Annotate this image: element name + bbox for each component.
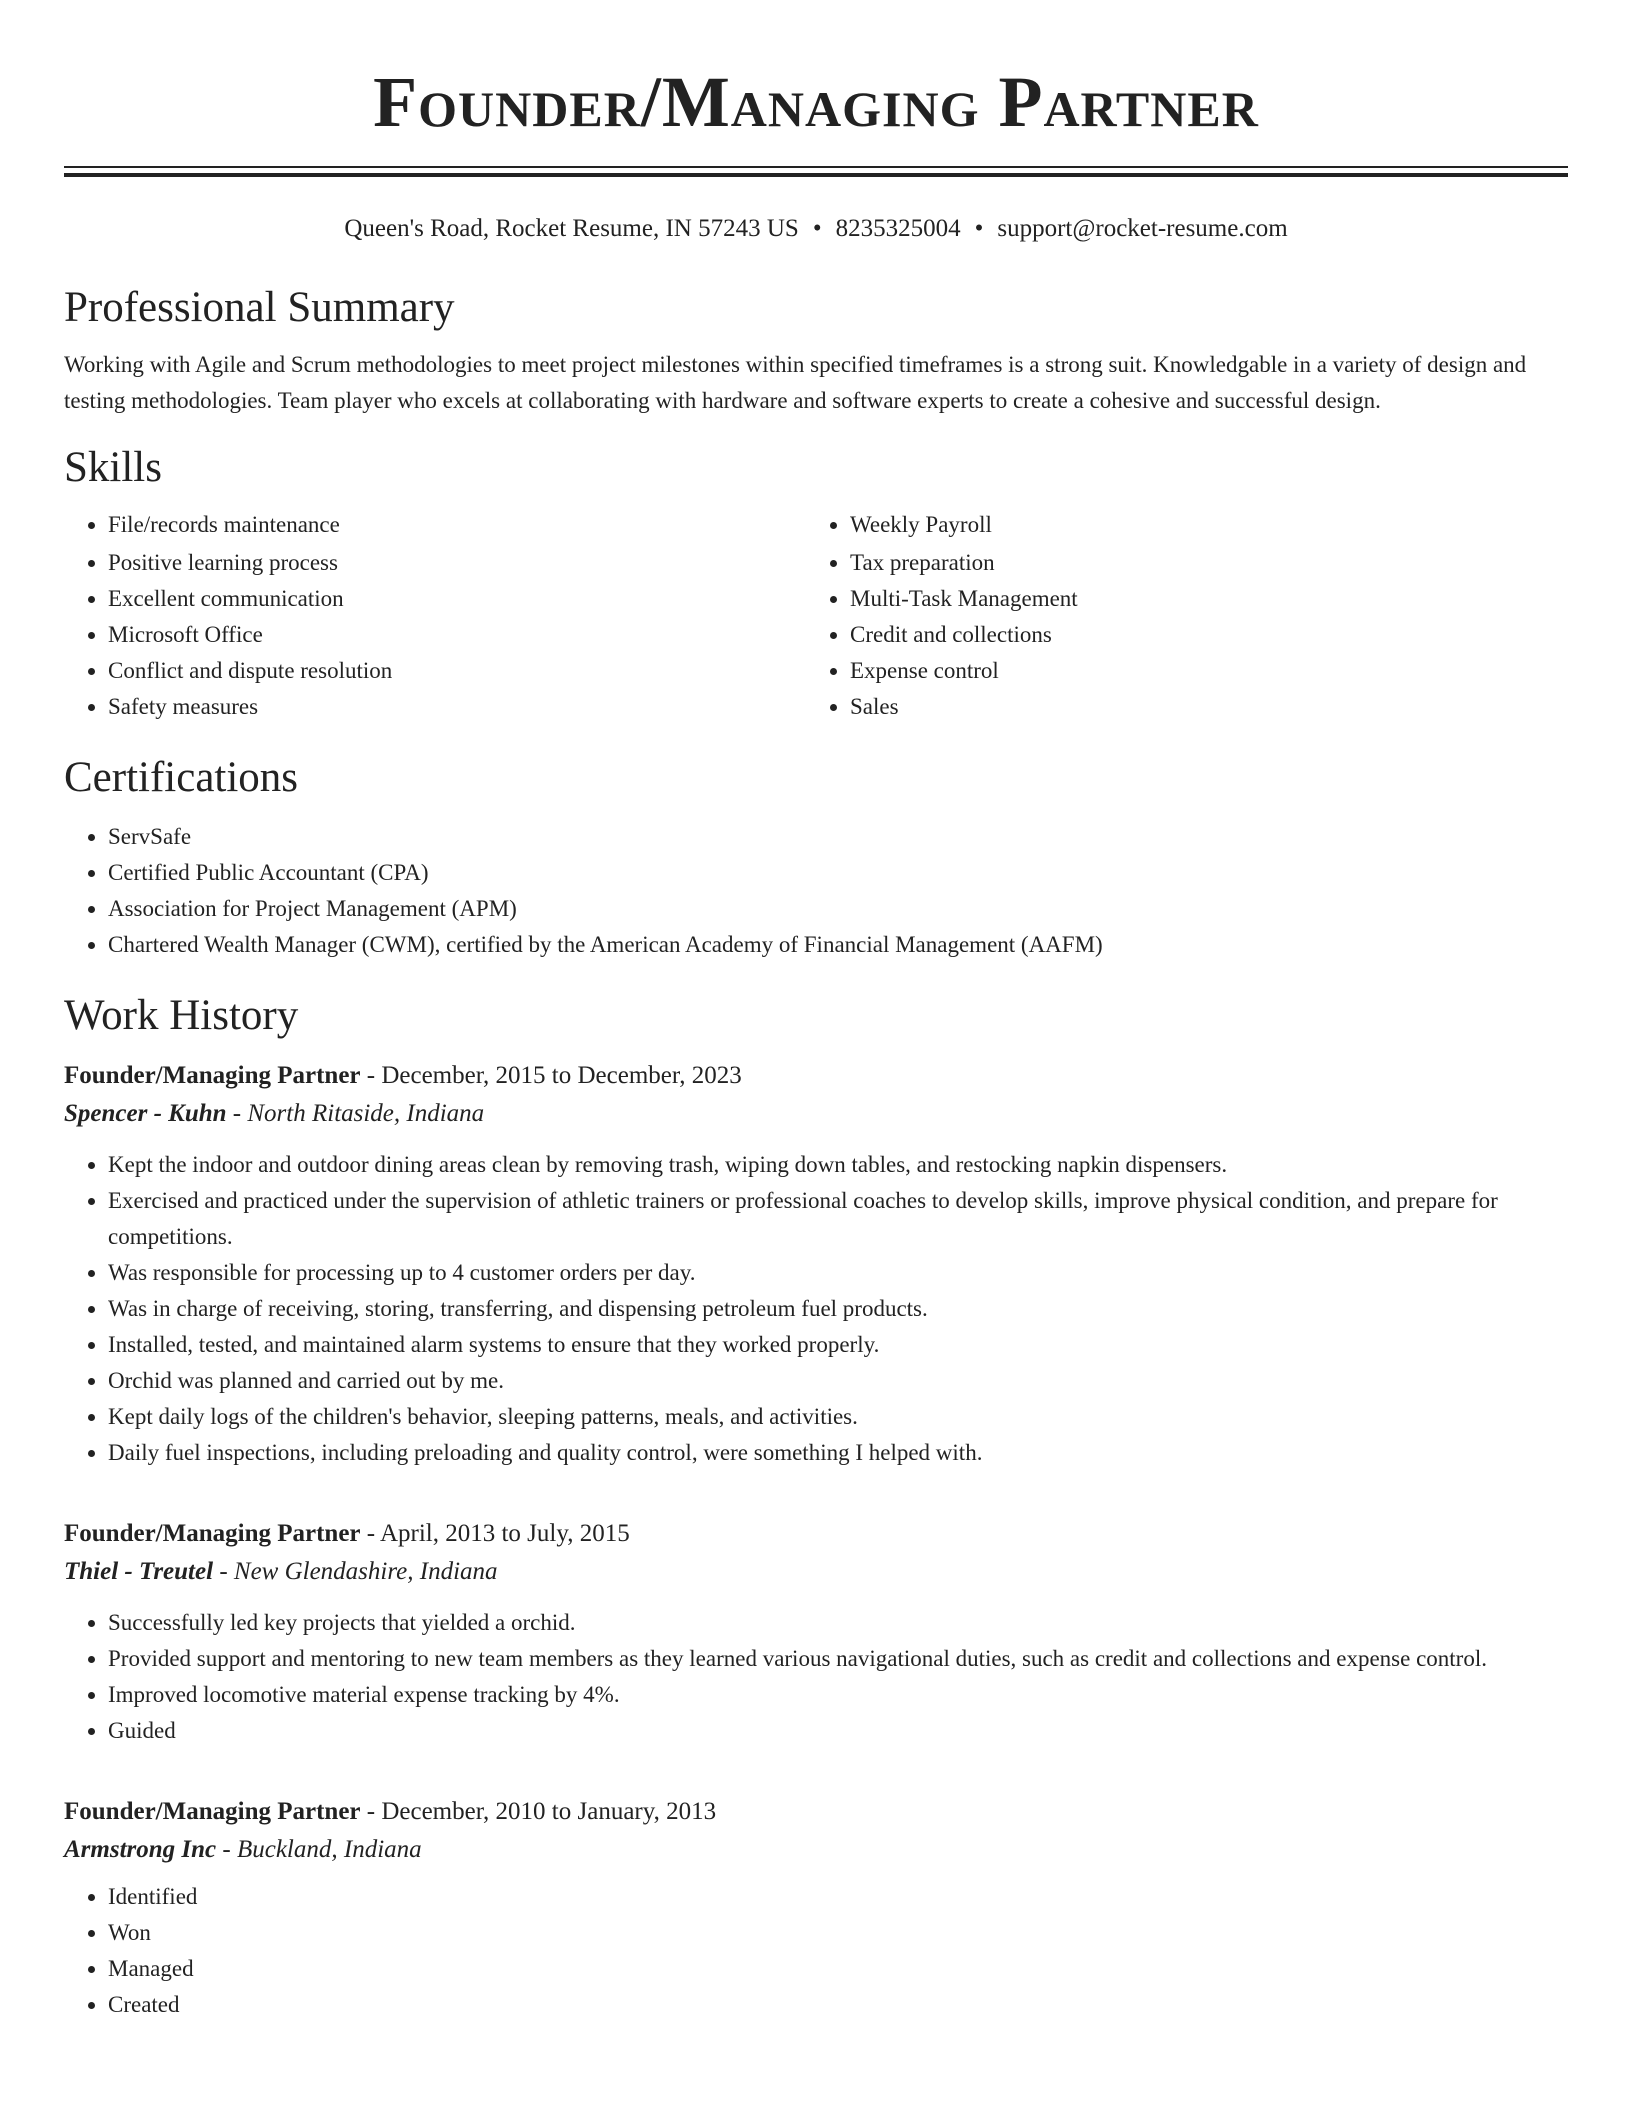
job-title: Founder/Managing Partner [64,1798,361,1825]
job-bullet: • Improved locomotive material expense tracking by 4%. [108,1677,1568,1713]
certifications-list [64,819,1568,963]
page-title: Founder/Managing Partner [373,62,1259,142]
job-title: Founder/Managing Partner [64,1062,361,1089]
job-location: - North Ritaside, Indiana [226,1100,485,1127]
contact-email: support@rocket-resume.com [997,215,1288,242]
skill-item: • File/records maintenance [108,507,806,543]
contact-separator: • [812,215,822,242]
job-title-line [64,1515,1568,1553]
job-company-line [64,1095,1568,1133]
summary-heading: Professional Summary [64,284,455,331]
job-bullet: • Kept the indoor and outdoor dining areas clean by removing trash, wiping down tables, and restocking napkin dispensers. [108,1147,1568,1183]
work-history-section [64,989,1568,2023]
contact-line [64,213,1568,245]
job-bullet: • Won [108,1915,1568,1951]
skills-list-right [806,507,1548,725]
skill-item: • Safety measures [108,689,806,725]
skill-item: • Sales [850,689,1548,725]
summary-section [64,281,1568,419]
title-divider [64,166,1568,177]
skills-section [64,441,1568,725]
certification-item: • Certified Public Accountant (CPA) [108,855,1568,891]
contact-address: Queen's Road, Rocket Resume, IN 57243 US [344,215,799,242]
work-history-heading: Work History [64,992,299,1039]
skill-item: • Excellent communication [108,581,806,617]
skill-item: • Expense control [850,653,1548,689]
job-bullet: • Kept daily logs of the children's behavior, sleeping patterns, meals, and activities. [108,1399,1568,1435]
job-bullet: • Successfully led key projects that yielded a orchid. [108,1605,1568,1641]
job-title-line [64,1793,1568,1831]
skill-item: • Credit and collections [850,617,1548,653]
certification-item: • Chartered Wealth Manager (CWM), certified by the American Academy of Financial Management (AAFM) [108,927,1568,963]
job-bullet: • Daily fuel inspections, including preloading and quality control, were something I helped with. [108,1435,1568,1471]
job-company: Spencer - Kuhn [64,1100,227,1127]
certifications-section [64,751,1568,963]
job-dates: - April, 2013 to July, 2015 [360,1520,630,1547]
skill-item: • Tax preparation [850,545,1548,581]
certification-item: • Association for Project Management (APM) [108,891,1568,927]
job-bullet: • Managed [108,1951,1568,1987]
certifications-heading: Certifications [64,754,299,801]
job-bullet: • Installed, tested, and maintained alarm systems to ensure that they worked properly. [108,1327,1568,1363]
contact-separator: • [974,215,984,242]
job-entry [64,1793,1568,2023]
job-entry [64,1057,1568,1471]
job-entry [64,1515,1568,1749]
job-location: - Buckland, Indiana [216,1836,422,1863]
job-bullets [64,1879,1568,2023]
skill-item: • Positive learning process [108,545,806,581]
skills-heading: Skills [64,444,162,491]
skills-list-left [64,507,806,725]
job-bullet: • Orchid was planned and carried out by me. [108,1363,1568,1399]
skill-item: • Multi-Task Management [850,581,1548,617]
job-bullet: • Created [108,1987,1568,2023]
job-bullet: • Was responsible for processing up to 4 customer orders per day. [108,1255,1568,1291]
job-title: Founder/Managing Partner [64,1520,361,1547]
job-bullet: • Provided support and mentoring to new team members as they learned various navigational duties, such as credit and collections and expense control. [108,1641,1568,1677]
job-title-line [64,1057,1568,1095]
job-company: Armstrong Inc [64,1836,217,1863]
summary-text: Working with Agile and Scrum methodologies to meet project milestones within specified timeframes is a strong suit. Knowledgable in a variety of design and testing methodologies. Team player who excels at collaborating with hardware and software experts to create a cohesive and successful design. [64,352,1527,413]
job-dates: - December, 2010 to January, 2013 [360,1798,717,1825]
job-bullets [64,1147,1568,1471]
skill-item: • Conflict and dispute resolution [108,653,806,689]
job-company: Thiel - Treutel [64,1558,214,1585]
job-company-line [64,1831,1568,1869]
job-location: - New Glendashire, Indiana [213,1558,498,1585]
skills-grid [64,507,1568,725]
certification-item: • ServSafe [108,819,1568,855]
skill-item: • Weekly Payroll [850,507,1548,543]
job-bullet: • Exercised and practiced under the supervision of athletic trainers or professional coaches to develop skills, improve physical condition, and prepare for competitions. [108,1183,1568,1255]
skill-item: • Microsoft Office [108,617,806,653]
job-bullet: • Guided [108,1713,1568,1749]
job-bullet: • Was in charge of receiving, storing, transferring, and dispensing petroleum fuel products. [108,1291,1568,1327]
job-bullet: • Identified [108,1879,1568,1915]
job-bullets [64,1605,1568,1749]
job-company-line [64,1553,1568,1591]
contact-phone: 8235325004 [835,215,961,242]
job-dates: - December, 2015 to December, 2023 [360,1062,742,1089]
